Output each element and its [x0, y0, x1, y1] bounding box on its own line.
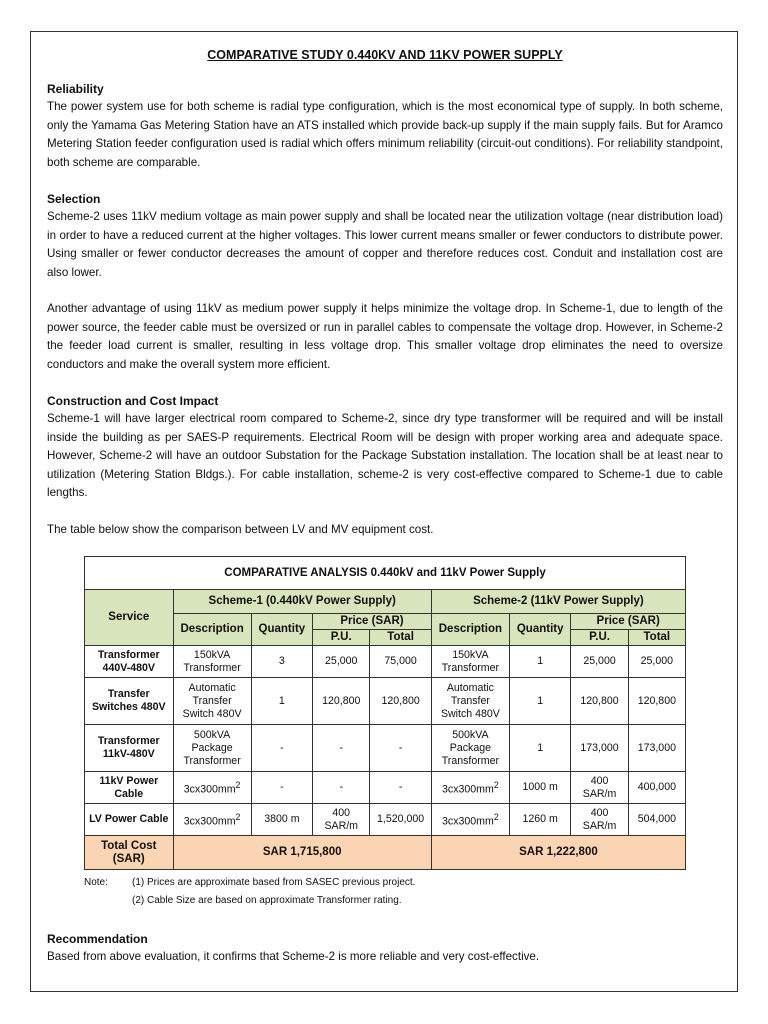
s2-total-cell: 25,000: [628, 646, 685, 678]
scheme1-header: Scheme-1 (0.440kV Power Supply): [173, 590, 431, 614]
s1-desc-cell: Automatic Transfer Switch 480V: [173, 678, 251, 725]
s2-desc-cell: Automatic Transfer Switch 480V: [431, 678, 509, 725]
s2-total-cell: 173,000: [628, 725, 685, 772]
s1-desc-sup: 2: [235, 779, 241, 790]
note-1: [84, 874, 415, 892]
s1-qty-cell: 3800 m: [251, 804, 312, 836]
s1-pu-header: P.U.: [313, 630, 370, 646]
s2-desc-cell: [431, 804, 509, 836]
service-cell: Transformer 11kV-480V: [85, 725, 174, 772]
comparison-table: [84, 556, 686, 870]
s2-pu-cell: 120,800: [571, 678, 628, 725]
s2-qty-cell: 1: [509, 646, 570, 678]
s1-pu-cell: 25,000: [313, 646, 370, 678]
s2-total-cell: 120,800: [628, 678, 685, 725]
s2-pu-cell: 173,000: [571, 725, 628, 772]
total-label: Total Cost (SAR): [85, 836, 174, 870]
s1-total-cell: 1,520,000: [370, 804, 431, 836]
s2-desc-text: 3cx300mm: [442, 815, 494, 828]
s1-pu-cell: 400 SAR/m: [313, 804, 370, 836]
table-row: [85, 646, 686, 678]
table-notes: [84, 874, 415, 910]
service-cell: Transfer Switches 480V: [85, 678, 174, 725]
recommendation-paragraph: Based from above evaluation, it confirms that Scheme-2 is more reliable and very cost-effective.: [47, 950, 540, 963]
total-scheme2: SAR 1,222,800: [431, 836, 685, 870]
table-intro: The table below show the comparison between LV and MV equipment cost.: [47, 522, 434, 536]
s1-desc-cell: [173, 772, 251, 804]
s1-qty-cell: 1: [251, 678, 312, 725]
s2-total-cell: 400,000: [628, 772, 685, 804]
construction-heading: Construction and Cost Impact: [47, 394, 219, 408]
s1-qty-cell: 3: [251, 646, 312, 678]
scheme2-header: Scheme-2 (11kV Power Supply): [431, 590, 685, 614]
s1-description-header: Description: [173, 614, 251, 646]
s1-pu-cell: -: [313, 725, 370, 772]
s1-desc-cell: 500kVA Package Transformer: [173, 725, 251, 772]
s2-qty-cell: 1: [509, 678, 570, 725]
s1-qty-cell: -: [251, 725, 312, 772]
reliability-paragraph: The power system use for both scheme is radial type configuration, which is the most economical type of supply. In both scheme, only the Yamama Gas Metering Station have an ATS installed which provide back-up supply if the main supply fails. But for Aramco Metering Station feeder configuration used is radial which offers minimum reliability (circuit-out conditions). For reliability standpoint, both scheme are comparable.: [47, 100, 723, 169]
table-row: [85, 772, 686, 804]
s1-total-cell: -: [370, 725, 431, 772]
service-header: Service: [85, 590, 174, 646]
recommendation-heading: Recommendation: [47, 932, 148, 946]
s1-quantity-header: Quantity: [251, 614, 312, 646]
s1-total-cell: -: [370, 772, 431, 804]
table-title: COMPARATIVE ANALYSIS 0.440kV and 11kV Power Supply: [85, 557, 686, 590]
total-scheme1: SAR 1,715,800: [173, 836, 431, 870]
s2-desc-sup: 2: [493, 779, 499, 790]
selection-heading: Selection: [47, 192, 101, 206]
s2-pu-cell: 400 SAR/m: [571, 772, 628, 804]
table-row: [85, 804, 686, 836]
s2-pu-header: P.U.: [571, 630, 628, 646]
s2-desc-cell: 150kVA Transformer: [431, 646, 509, 678]
s1-desc-cell: 150kVA Transformer: [173, 646, 251, 678]
s1-total-cell: 75,000: [370, 646, 431, 678]
s2-qty-cell: 1260 m: [509, 804, 570, 836]
s2-qty-cell: 1000 m: [509, 772, 570, 804]
service-cell: Transformer 440V-480V: [85, 646, 174, 678]
service-cell: 11kV Power Cable: [85, 772, 174, 804]
total-row: [85, 836, 686, 870]
s2-price-header: Price (SAR): [571, 614, 686, 630]
s1-total-cell: 120,800: [370, 678, 431, 725]
s1-price-header: Price (SAR): [313, 614, 432, 630]
table-row: [85, 725, 686, 772]
s1-desc-cell: [173, 804, 251, 836]
note-1-text: (1) Prices are approximate based from SASEC previous project.: [132, 877, 416, 888]
construction-paragraph: Scheme-1 will have larger electrical room compared to Scheme-2, since dry type transformer will be required and will be install inside the building as per SAES-P requirements. Electrical Room will be design with proper working area and adequate space. However, Scheme-2 will have an outdoor Substation for the Package Substation installation. The location shall be at least near to utilization (Metering Station Bldgs.). For cable installation, scheme-2 is very cost-effective compared to Scheme-1 due to cable lengths.: [47, 412, 723, 499]
table-row: [85, 678, 686, 725]
s1-desc-sup: 2: [235, 811, 241, 822]
note-label: Note:: [84, 877, 108, 888]
s1-pu-cell: 120,800: [313, 678, 370, 725]
s2-desc-text: 3cx300mm: [442, 783, 494, 796]
reliability-heading: Reliability: [47, 82, 104, 96]
s1-qty-cell: -: [251, 772, 312, 804]
page-border: [30, 31, 738, 992]
s2-pu-cell: 400 SAR/m: [571, 804, 628, 836]
s2-quantity-header: Quantity: [509, 614, 570, 646]
s2-qty-cell: 1: [509, 725, 570, 772]
selection-paragraph-2: Another advantage of using 11kV as medium power supply it helps minimize the voltage drop. In Scheme-1, due to length of the power source, the feeder cable must be oversized or run in parallel cables to compensate the voltage drop. However, in Scheme-2 the feeder load current is smaller, resulting in less voltage drop. This smaller voltage drop eliminates the need to oversize conductors and make the overall system more efficient.: [47, 302, 723, 371]
s1-desc-text: 3cx300mm: [183, 815, 236, 828]
s2-desc-cell: [431, 772, 509, 804]
recommendation-section: [47, 930, 723, 967]
s1-pu-cell: -: [313, 772, 370, 804]
selection-paragraph-1: Scheme-2 uses 11kV medium voltage as main power supply and shall be located near the utilization voltage (near distribution load) in order to have a reduced current at the higher voltages. This lower current means smaller or fewer conductors to distribute power. Using smaller or fewer conductor decreases the amount of copper and therefore reduces cost. Conduit and installation cost are also lower.: [47, 210, 723, 279]
note-2: (2) Cable Size are based on approximate Transformer rating.: [132, 895, 402, 906]
s1-desc-text: 3cx300mm: [183, 783, 236, 796]
s1-total-header: Total: [370, 630, 431, 646]
document-title: COMPARATIVE STUDY 0.440KV AND 11KV POWER SUPPLY: [207, 48, 563, 62]
document-body: [47, 48, 723, 539]
service-cell: LV Power Cable: [85, 804, 174, 836]
s2-total-header: Total: [628, 630, 685, 646]
s2-total-cell: 504,000: [628, 804, 685, 836]
s2-desc-cell: 500kVA Package Transformer: [431, 725, 509, 772]
s2-description-header: Description: [431, 614, 509, 646]
s2-pu-cell: 25,000: [571, 646, 628, 678]
s2-desc-sup: 2: [493, 811, 499, 822]
